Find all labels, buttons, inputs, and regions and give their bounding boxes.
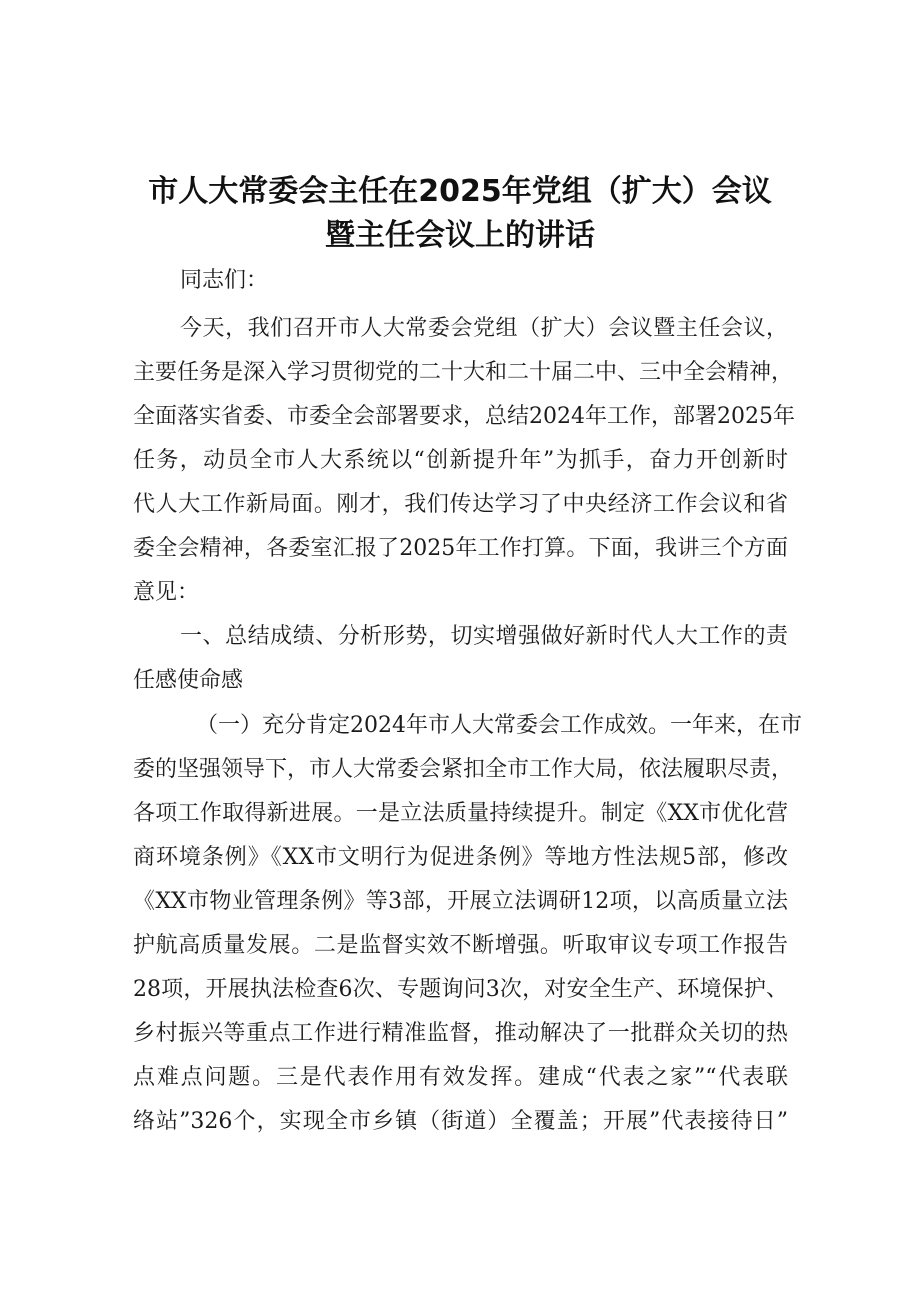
paragraph-2-line-3: 各项工作取得新进展。一是立法质量持续提升。制定《XX市优化营: [133, 801, 788, 826]
salutation: 同志们：: [180, 268, 269, 293]
paragraph-2-line-7: 28项，开展执法检查6次、专题询问3次，对安全生产、环境保护、: [133, 977, 788, 1002]
paragraph-2-line-5: 《XX市物业管理条例》等3部，开展立法调研12项，以高质量立法: [133, 889, 788, 914]
paragraph-1-line-1: 今天，我们召开市人大常委会党组（扩大）会议暨主任会议，: [180, 316, 788, 341]
paragraph-2-line-4: 商环境条例》《XX市文明行为促进条例》等地方性法规5部，修改: [133, 845, 788, 870]
paragraph-1-line-6: 委全会精神，各委室汇报了2025年工作打算。下面，我讲三个方面: [133, 536, 788, 561]
section-1-heading-line-1: 一、总结成绩、分析形势，切实增强做好新时代人大工作的责: [180, 624, 788, 649]
paragraph-2-line-2: 委的坚强领导下，市人大常委会紧扣全市工作大局，依法履职尽责，: [133, 757, 794, 782]
paragraph-1-line-5: 代人大工作新局面。刚才，我们传达学习了中央经济工作会议和省: [133, 492, 788, 517]
document-title-line-2: 暨主任会议上的讲话: [325, 218, 595, 253]
paragraph-2-line-10: 络站”326个，实现全市乡镇（街道）全覆盖；开展”代表接待日”: [133, 1109, 788, 1134]
paragraph-1-line-4: 任务，动员全市人大系统以“创新提升年”为抓手，奋力开创新时: [133, 448, 788, 473]
document-title-line-1: 市人大常委会主任在2025年党组（扩大）会议: [148, 174, 772, 209]
paragraph-2-line-1: （一）充分肯定2024年市人大常委会工作成效。一年来，在市: [196, 713, 802, 738]
paragraph-1-line-2: 主要任务是深入学习贯彻党的二十大和二十届二中、三中全会精神，: [133, 360, 794, 385]
paragraph-2-line-9: 点难点问题。三是代表作用有效发挥。建成“代表之家”“代表联: [133, 1065, 788, 1090]
paragraph-2-line-8: 乡村振兴等重点工作进行精准监督，推动解决了一批群众关切的热: [133, 1021, 788, 1046]
paragraph-1-line-7: 意见：: [133, 580, 200, 605]
paragraph-2-line-6: 护航高质量发展。二是监督实效不断增强。听取审议专项工作报告: [133, 933, 788, 958]
paragraph-1-line-3: 全面落实省委、市委全会部署要求，总结2024年工作，部署2025年: [133, 404, 795, 429]
section-1-heading-line-2: 任感使命感: [133, 668, 244, 693]
